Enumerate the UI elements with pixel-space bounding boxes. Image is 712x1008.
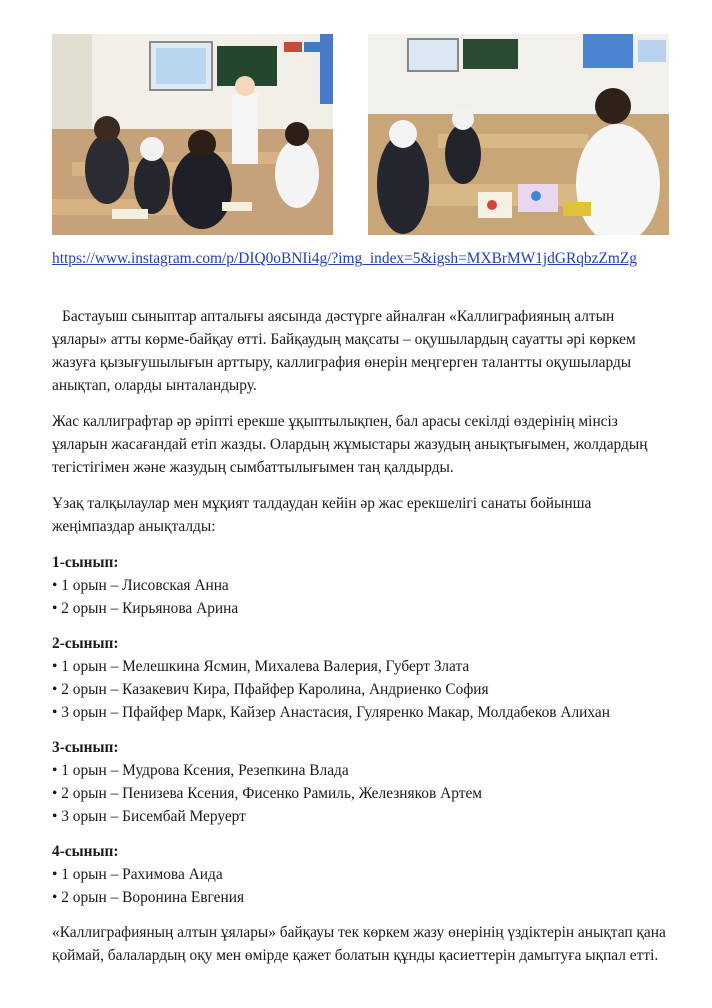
photo-strip <box>52 34 669 235</box>
winners-grade-2 <box>52 632 668 724</box>
third-paragraph: Ұзақ талқылаулар мен мұқият талдаудан кейін әр жас ерекшелігі санаты бойынша жеңімпаздар анықталды: <box>52 495 592 535</box>
winner-line: • 2 орын – Воронина Евгения <box>52 889 245 906</box>
article-body <box>52 305 668 980</box>
winner-line: • 1 орын – Рахимова Аида <box>52 866 223 883</box>
grade-title: 4-сынып: <box>52 843 119 860</box>
winner-line: • 3 орын – Пфайфер Марк, Кайзер Анастасия, Гуляренко Макар, Молдабеков Алихан <box>52 704 610 721</box>
winner-line: • 1 орын – Мудрова Ксения, Резепкина Влада <box>52 762 349 779</box>
winner-line: • 2 орын – Казакевич Кира, Пфайфер Каролина, Андриенко София <box>52 681 489 698</box>
winners-grade-1 <box>52 551 668 620</box>
winner-line: • 2 орын – Пенизева Ксения, Фисенко Рамиль, Железняков Артем <box>52 785 483 802</box>
grade-title: 2-сынып: <box>52 635 119 652</box>
winner-line: • 2 орын – Кирьянова Арина <box>52 600 239 617</box>
winner-line: • 3 орын – Бисембай Меруерт <box>52 808 246 825</box>
winners-grade-4 <box>52 840 668 909</box>
intro-paragraph: Бастауыш сыныптар апталығы аясында дәстүрге айналған «Каллиграфияның алтын ұялары» атты көрме-байқау өтті. Байқаудың мақсаты – оқушылардың сауатты әрі көркем жазуға қызығушылығын арттыру, каллиграфия өнерін меңгерген талантты оқушыларды анықтап, оларды ынталандыру. <box>52 308 636 394</box>
grade-title: 3-сынып: <box>52 739 119 756</box>
second-paragraph: Жас каллиграфтар әр әріпті ерекше ұқыптылықпен, бал арасы секілді өздерінің мінсіз ұяларын жасағандай етіп жазды. Олардың жұмыстары жазудың анықтығымен, жолдардың тегістігімен және жазудың сымбаттылығымен таң қалдырды. <box>52 413 648 476</box>
winners-grade-3 <box>52 736 668 828</box>
instagram-link[interactable]: https://www.instagram.com/p/DIQ0oBNIi4g/?img_index=5&igsh=MXBrMW1jdGRqbzZmZg <box>52 250 637 267</box>
classroom-photo-left <box>52 34 333 235</box>
winner-line: • 1 орын – Лисовская Анна <box>52 577 229 594</box>
classroom-photo-right <box>368 34 669 235</box>
closing-paragraph: «Каллиграфияның алтын ұялары» байқауы тек көркем жазу өнерінің үздіктерін анықтап қана қоймай, балалардың оқу мен өмірде қажет болатын құнды қасиеттерін дамытуға ықпал етті. <box>52 924 666 964</box>
grade-title: 1-сынып: <box>52 554 119 571</box>
winner-line: • 1 орын – Мелешкина Ясмин, Михалева Валерия, Губерт Злата <box>52 658 470 675</box>
